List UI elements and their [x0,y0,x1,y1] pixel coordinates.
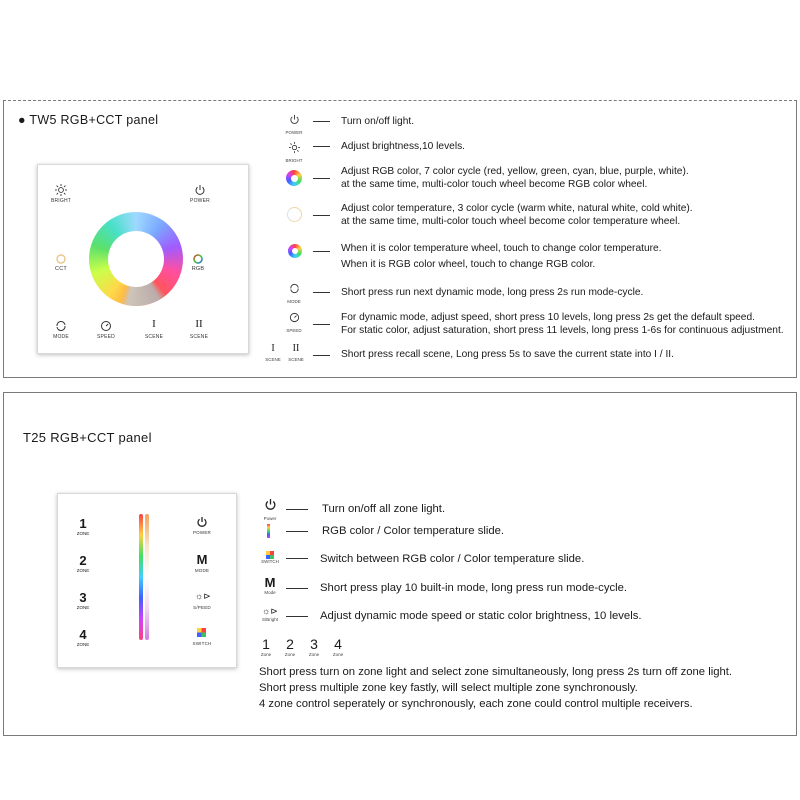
legend-mode [258,576,282,596]
power-icon [264,498,277,511]
legend-switch-label: SWITCH [261,559,279,564]
dash [286,616,308,617]
t25-desc-switch: Switch between RGB color / Color temperature slide. [320,553,585,565]
power-label: POWER [192,530,211,535]
cct-wheel-icon [287,207,302,222]
slider-icon [267,524,270,538]
tw5-desc-cct: Adjust color temperature, 3 color cycle (warm white, natural white, cold white). at the same time, multi-color touch wheel become color temperature wheel. [341,203,693,227]
dash [286,588,308,589]
dash [286,509,308,510]
rgb-icon [193,254,203,264]
mode-label: MODE [53,334,69,340]
power-icon [194,184,206,196]
tw5-title-text: TW5 RGB+CCT panel [29,113,159,127]
t25-desc-slider: RGB color / Color temperature slide. [322,525,505,537]
scene-1-glyph: I [152,318,156,330]
mode-label: MODE [194,568,210,573]
scene-2-glyph: II [292,343,300,354]
zone-key-2: 2 Zone [284,636,296,657]
legend-scene: I II SCENE SCENE [263,343,313,367]
scene-2-label: SCENE [189,334,209,340]
t25-desc-mode: Short press play 10 built-in mode, long press run mode-cycle. [320,582,628,594]
zone-key-1: 1 Zone [260,636,272,657]
t25-panel-image [57,493,237,668]
legend-bright [282,140,306,164]
speed-brightness-icon: ☼⊳ [262,606,278,616]
switch-icon [266,551,274,559]
tw5-desc-wheel: When it is color temperature wheel, touch to change color temperature. When it is RGB color wheel, touch to change RGB color. [341,243,662,270]
power-icon[interactable] [196,516,208,528]
speed-icon [100,320,112,332]
dash [313,146,330,147]
legend-power [258,498,282,522]
zone-2[interactable]: 2 ZONE [76,553,90,573]
zone-4[interactable]: 4 ZONE [76,627,90,647]
legend-mode-label: MODE [287,299,301,304]
tw5-desc-speed: For dynamic mode, adjust speed, short press 10 levels, long press 2s get the default speed. For static color, adjust saturation, short press 11 levels, long press 1-6s for continuous adjustment. [341,312,784,336]
dash [286,531,308,532]
t25-desc-speed: Adjust dynamic mode speed or static color brightness, 10 levels. [320,610,642,622]
tw5-panel-image [37,164,249,354]
switch-label: SWITCH [192,641,212,646]
tw5-desc-bright: Adjust brightness,10 levels. [341,141,466,152]
scene-1-label: SCENE [144,334,164,340]
zone-1[interactable]: 1 ZONE [76,516,90,536]
color-slider-cct[interactable] [145,514,149,640]
legend-bright-label: BRIGHT [285,158,303,163]
zone-3[interactable]: 3 ZONE [76,590,90,610]
power-label: POWER [190,198,210,204]
mode-glyph: M [264,575,276,590]
dash [286,558,308,559]
dash [313,324,330,325]
scene-2-glyph: II [195,318,203,330]
legend-speed [282,310,306,334]
cct-icon [56,254,66,264]
mode-icon [55,320,67,332]
speed-brightness-icon[interactable]: ☼⊳ [195,591,211,601]
color-wheel-icon [288,244,302,258]
bright-icon [55,184,67,196]
legend-power [282,112,306,136]
legend-speed-label: SPEED [286,328,302,333]
tw5-desc-mode: Short press run next dynamic mode, long press 2s run mode-cycle. [341,287,644,298]
t25-zone-desc: Short press turn on zone light and select zone simultaneously, long press 2s turn off zone light. Short press multiple zone key fastly, will select multiple zone synchronously. 4 zone control seperately or synchronously, each zone could control multiple receivers. [259,666,733,710]
dash [313,292,330,293]
dash [313,215,330,216]
bright-label: BRIGHT [50,198,72,204]
brightness-icon [289,142,300,153]
dash [313,178,330,179]
speed-label: S/PEED [193,605,211,610]
bullet: ● [18,113,26,127]
mode-icon [289,283,300,294]
tw5-desc-rgb: Adjust RGB color, 7 color cycle (red, yellow, green, cyan, blue, purple, white). at the same time, multi-color touch wheel become RGB color wheel. [341,166,689,190]
legend-switch [258,551,282,565]
legend-mode [282,281,306,305]
tw5-desc-scene: Short press recall scene, Long press 5s to save the current state into I / II. [341,349,674,360]
rgb-wheel-icon [286,170,302,186]
cct-label: CCT [55,266,67,272]
scene-1-glyph: I [271,343,275,354]
zone-key-3: 3 Zone [308,636,320,657]
tw5-desc-power: Turn on/off light. [341,116,415,127]
t25-desc-power: Turn on/off all zone light. [322,503,446,515]
legend-power-label: POWER [285,130,303,135]
wheel-center [108,231,164,287]
legend-speed-label: S/Bright [261,617,278,622]
switch-icon[interactable] [197,628,206,637]
dash [313,121,330,122]
speed-label: SPEED [97,334,115,340]
rgb-label: RGB [191,266,205,272]
legend-speed [256,605,284,623]
legend-power-label: Power [263,516,277,521]
power-icon [289,114,300,125]
tw5-title [18,113,158,127]
dash [313,251,330,252]
t25-title: T25 RGB+CCT panel [23,430,152,445]
speed-icon [289,312,300,323]
dash [313,355,330,356]
scene-1-label: SCENE [265,357,281,362]
legend-mode-label: Mode [264,590,276,595]
mode-glyph[interactable]: M [196,552,208,567]
zone-key-4: 4 Zone [332,636,344,657]
color-slider-rgb[interactable] [139,514,143,640]
